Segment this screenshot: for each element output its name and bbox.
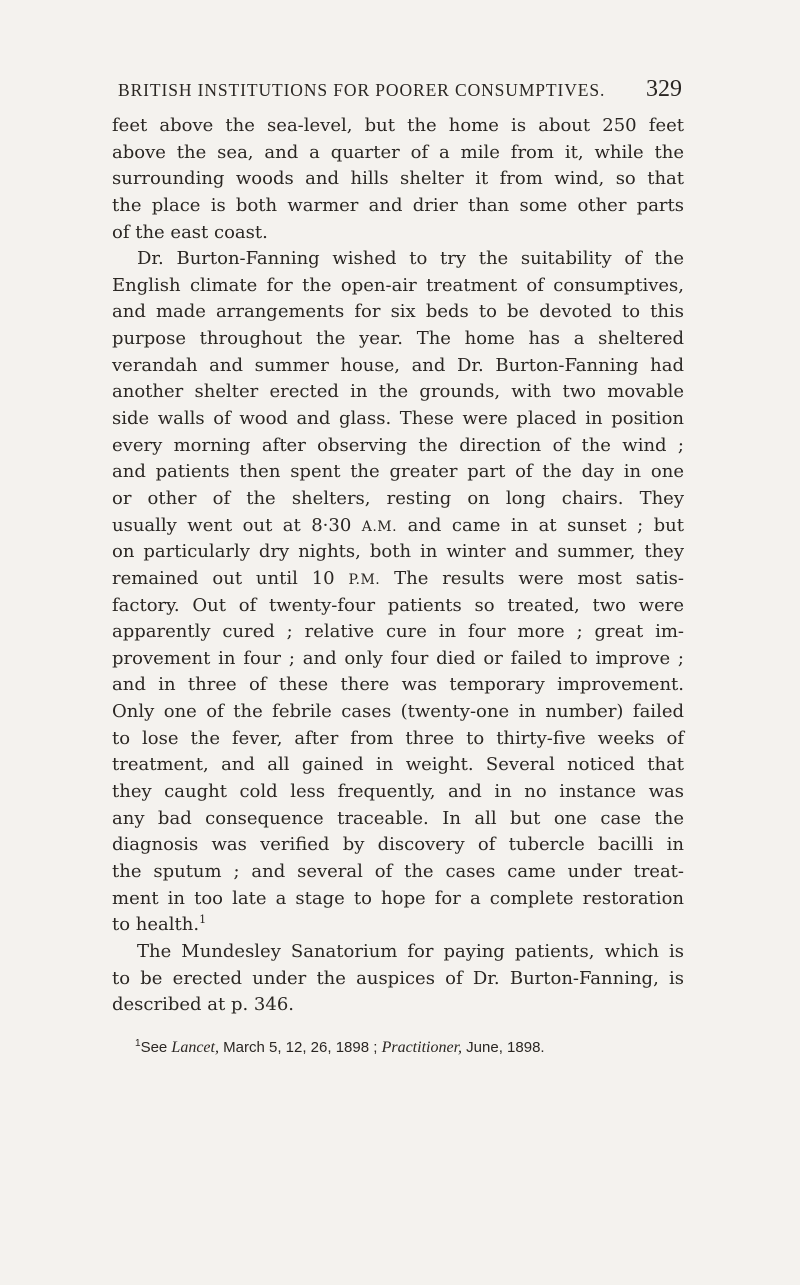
text-line: and made arrangements for six beds to be devoted to this xyxy=(112,301,684,323)
text-fragment: The results were most satis- xyxy=(380,567,684,589)
text-line: feet above the sea-level, but the home is about 250 feet xyxy=(112,115,684,136)
text-line: Only one of the febrile cases (twenty-one in number) failed xyxy=(112,701,684,723)
text-fragment: and came in at sunset ; but xyxy=(397,514,684,536)
text-line: The Mundesley Sanatorium for paying patients, which is xyxy=(137,940,684,962)
text-line: the place is both warmer and drier than some other parts xyxy=(112,194,684,216)
text-line: treatment, and all gained in weight. Several noticed that xyxy=(112,754,684,776)
text-line: surrounding woods and hills shelter it from wind, so that xyxy=(112,168,684,190)
text-line: Dr. Burton-Fanning wished to try the suitability of the xyxy=(137,248,684,270)
text-line: and patients then spent the greater part of the day in one xyxy=(112,461,684,483)
running-header xyxy=(118,76,682,106)
text-line: side walls of wood and glass. These were placed in position xyxy=(112,408,684,430)
text-line: any bad consequence traceable. In all but one case the xyxy=(112,807,684,829)
text-line xyxy=(112,513,684,540)
running-title: BRITISH INSTITUTIONS FOR POORER CONSUMPTIVES. xyxy=(118,80,606,100)
text-line: factory. Out of twenty-four patients so treated, two were xyxy=(112,594,684,616)
footnote-marker: 1 xyxy=(135,1038,141,1049)
text-line: verandah and summer house, and Dr. Burton-Fanning had xyxy=(112,354,684,376)
text-line: described at p. 346. xyxy=(112,994,295,1016)
text-line xyxy=(112,566,684,593)
text-line: or other of the shelters, resting on long chairs. They xyxy=(112,487,684,509)
text-line: every morning after observing the direction of the wind ; xyxy=(112,434,684,456)
text-line: of the east coast. xyxy=(112,221,268,243)
footnote-journal-lancet: Lancet, xyxy=(171,1039,219,1056)
footnote-journal-practitioner: Practitioner, xyxy=(381,1039,463,1056)
page-number: 329 xyxy=(646,76,682,102)
text-line: another shelter erected in the grounds, with two movable xyxy=(112,381,684,403)
text-line: apparently cured ; relative cure in four more ; great im- xyxy=(112,621,684,643)
footnote-reference: 1 xyxy=(199,913,207,927)
text-line: ment in too late a stage to hope for a complete restoration xyxy=(112,887,684,909)
text-line: to be erected under the auspices of Dr. Burton-Fanning, is xyxy=(112,967,684,989)
text-line: purpose throughout the year. The home has a sheltered xyxy=(112,328,684,350)
text-line: provement in four ; and only four died or failed to improve ; xyxy=(112,647,684,669)
text-line xyxy=(112,912,684,939)
footnote-dates: March 5, 12, 26, 1898 ; xyxy=(218,1039,382,1056)
text-line: and in three of these there was temporary improvement. xyxy=(112,674,684,696)
text-line: diagnosis was verified by discovery of tubercle bacilli in xyxy=(112,834,684,856)
text-line: the sputum ; and several of the cases came under treat- xyxy=(112,860,684,882)
text-line: above the sea, and a quarter of a mile from it, while the xyxy=(112,141,684,163)
footnote-dates: June, 1898. xyxy=(462,1039,545,1056)
text-fragment: usually went out at 8·30 xyxy=(112,514,362,536)
body-text xyxy=(112,113,684,1019)
small-caps-am: A.M. xyxy=(361,518,398,535)
footnote xyxy=(135,1038,695,1058)
text-line: English climate for the open-air treatment of consumptives, xyxy=(112,274,684,296)
footnote-lead: See xyxy=(140,1039,172,1056)
text-line: to lose the fever, after from three to thirty-five weeks of xyxy=(112,727,684,749)
text-line: they caught cold less frequently, and in no instance was xyxy=(112,781,684,803)
small-caps-pm: P.M. xyxy=(348,571,381,588)
text-fragment: remained out until 10 xyxy=(112,567,349,589)
text-fragment: to health. xyxy=(112,914,200,936)
text-line: on particularly dry nights, both in winter and summer, they xyxy=(112,541,684,563)
